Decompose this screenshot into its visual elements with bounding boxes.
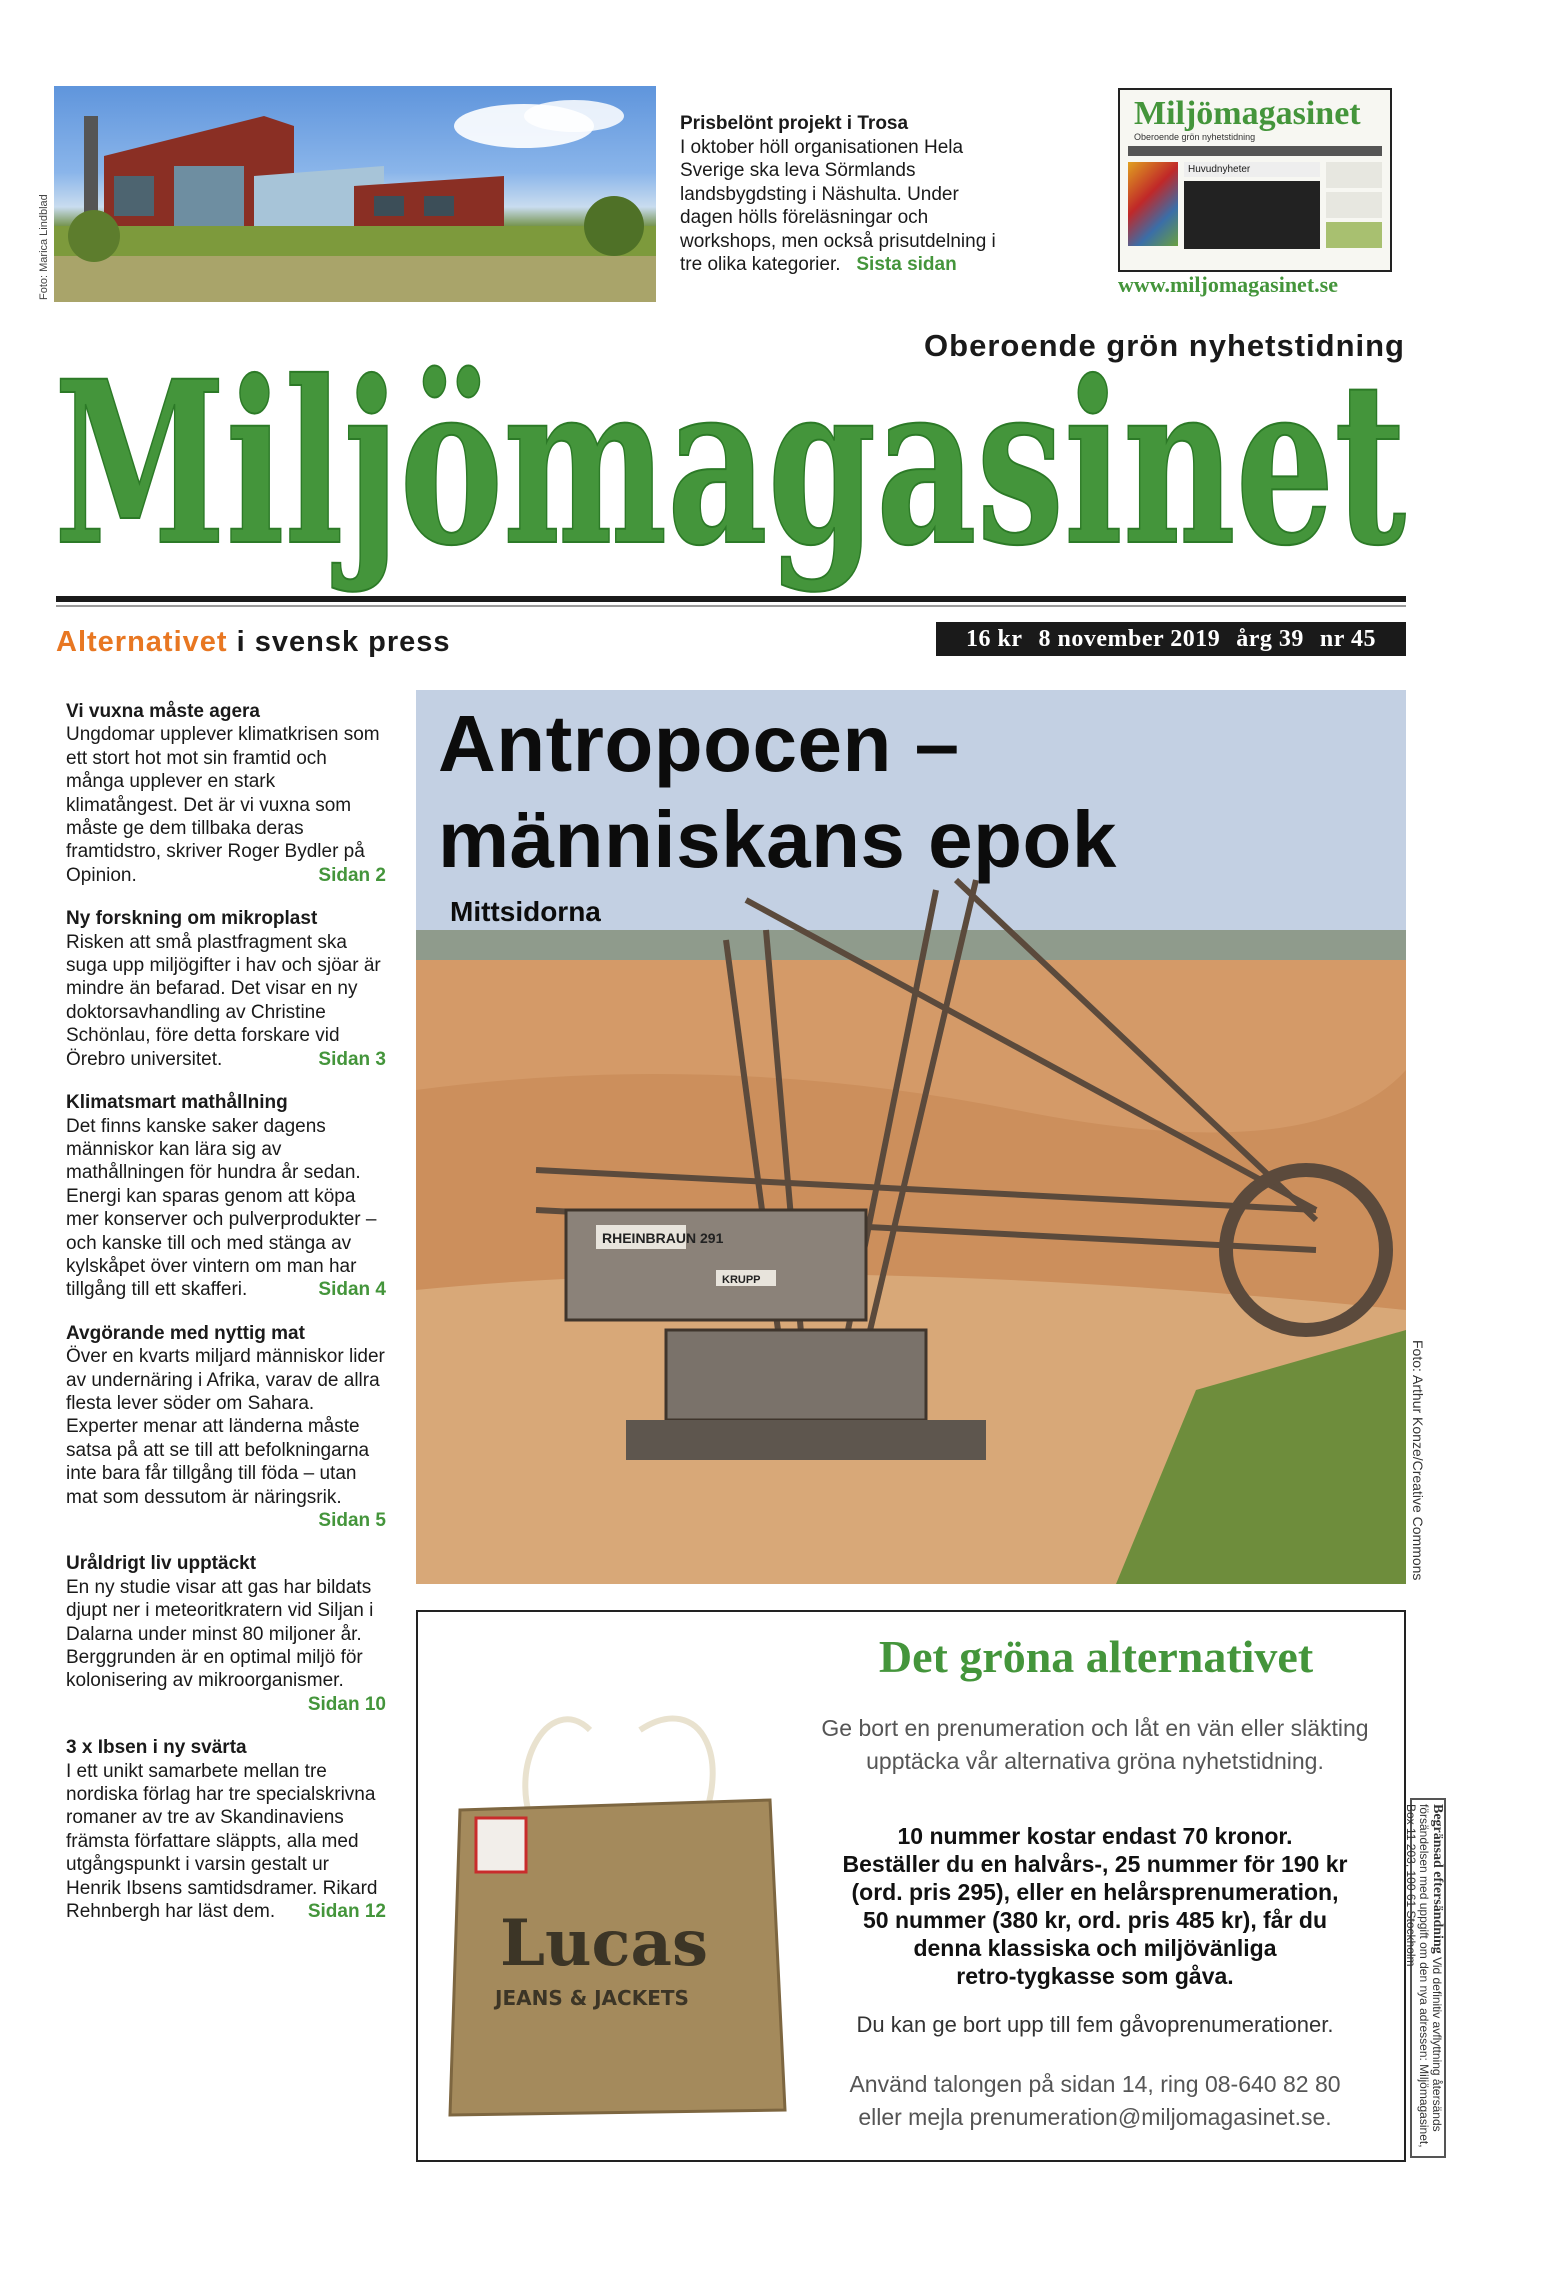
- teaser-item[interactable]: [66, 1091, 386, 1302]
- thumb-tagline: Oberoende grön nyhetstidning: [1134, 132, 1256, 142]
- thumb-nav-bar: [1128, 146, 1382, 156]
- teaser-body: Ungdomar upplever klimatkrisen som ett stort hot mot sin framtid och många upplever en stark klimatångest. Det är vi vuxna som måste ge dem tillbaka deras framtidstro, skriver Roger Bydler på Opinion.: [66, 724, 380, 886]
- ad-intro: Ge bort en prenumeration och låt en vän eller släkting upptäcka vår alternativa gröna nyhetstidning.: [821, 1715, 1369, 1774]
- issue-info-bar: [936, 622, 1406, 656]
- photo-credit-main: Foto: Arthur Konze/Creative Commons: [1410, 1340, 1426, 1581]
- house-illustration: [54, 86, 656, 302]
- teaser-title: Uråldrigt liv upptäckt: [66, 1553, 257, 1575]
- headline-line-2: människans epok: [438, 795, 1117, 884]
- teaser-title: Klimatsmart mathållning: [66, 1092, 288, 1114]
- masthead-rule: [56, 596, 1406, 602]
- main-headline[interactable]: [438, 696, 1318, 888]
- teaser-item[interactable]: [66, 1322, 386, 1533]
- slogan-accent: Alternativet: [56, 626, 228, 658]
- slogan-rest: i svensk press: [227, 626, 451, 658]
- teaser-page[interactable]: Sidan 3: [318, 1048, 386, 1070]
- issue-number: nr 45: [1319, 625, 1376, 652]
- teaser-title: Avgörande med nyttig mat: [66, 1322, 305, 1344]
- website-url[interactable]: www.miljomagasinet.se: [1118, 272, 1338, 297]
- teaser-body: Över en kvarts miljard människor lider av undernäring i Afrika, varav de allra flesta lever söder om Sahara. Experter menar att länderna måste satsa på att se till att befolkningarna inte bara får tillgång till föda – utan mat som dessutom är näringsrik.: [66, 1346, 385, 1508]
- postal-info: [1404, 1804, 1445, 2154]
- teaser-title: Ny forskning om mikroplast: [66, 908, 318, 930]
- teaser-body: En ny studie visar att gas har bildats djupt ner i meteoritkratern vid Siljan i Dalarna under minst 80 miljoner år. Berggrunden är en optimal miljö för kolonisering av mikroorganismer.: [66, 1576, 374, 1692]
- teaser-title: 3 x Ibsen i ny svärta: [66, 1737, 247, 1759]
- top-teaser-page-link-label: Sista sidan: [856, 254, 957, 275]
- ad-title: Det gröna alternativet: [878, 1631, 1314, 1682]
- thumb-image-2: [1184, 181, 1320, 249]
- bag-brand: Lucas: [500, 1906, 708, 1981]
- teaser-page[interactable]: Sidan 5: [318, 1510, 386, 1531]
- ad-contact-line: eller mejla prenumeration@miljomagasinet.se.: [858, 2104, 1332, 2130]
- teaser-item[interactable]: [66, 1736, 386, 1923]
- masthead-logo: [50, 346, 1410, 596]
- teaser-page[interactable]: Sidan 2: [318, 864, 386, 886]
- teaser-item[interactable]: [66, 1552, 386, 1716]
- teaser-photo-house: [54, 86, 656, 302]
- ad-contact-line: Använd talongen på sidan 14, ring 08-640 82 80: [849, 2071, 1341, 2097]
- main-section-label[interactable]: Mittsidorna: [450, 896, 601, 927]
- ad-offer: [800, 1822, 1390, 1990]
- teaser-title: Vi vuxna måste agera: [66, 701, 260, 722]
- teaser-page[interactable]: Sidan 12: [307, 1901, 386, 1923]
- teaser-body: I ett unikt samarbete mellan tre nordiska förlag har tre specialskrivna romaner av tre av Skandinaviens främsta författare släppts, alla med utgångspunkt i varsin gestalt ur Henrik Ibsens samtidsdramer. Rikard Rehnbergh har läst dem.: [66, 1760, 378, 1923]
- top-teaser-body: I oktober höll organisationen Hela Sverige ska leva Sörmlands landsbygdsting i Näshulta. Under dagen hölls föreläsningar och workshops, men också prisutdelning i tre olika kategorier.: [680, 136, 996, 275]
- ad-offer-line: Beställer du en halvårs-, 25 nummer för 190 kr: [842, 1851, 1348, 1877]
- teaser-item[interactable]: [66, 700, 386, 887]
- thumb-box-3: [1326, 222, 1382, 248]
- top-teaser: [680, 112, 1010, 277]
- ad-offer-line: retro-tygkasse som gåva.: [956, 1963, 1234, 1989]
- masthead-rule-thin: [56, 605, 1406, 607]
- masthead-title: Miljömagasinet: [54, 346, 1406, 595]
- machine-label-krupp: KRUPP: [722, 1274, 761, 1286]
- bag-sub: JEANS & JACKETS: [495, 1986, 689, 2010]
- thumb-box-1: [1326, 162, 1382, 188]
- ad-gift-limit: Du kan ge bort upp till fem gåvoprenumerationer.: [856, 2012, 1334, 2037]
- ad-contact[interactable]: [800, 2068, 1390, 2134]
- thumb-image-1: [1128, 162, 1178, 246]
- machine-label: RHEINBRAUN 291: [602, 1230, 724, 1246]
- issue-year: årg 39: [1236, 625, 1304, 652]
- tote-bag-image: [440, 1700, 790, 2120]
- headline-line-1: Antropocen –: [438, 699, 960, 788]
- thumb-nav-label: Huvudnyheter: [1184, 162, 1320, 177]
- ad-offer-line: denna klassiska och miljövänliga: [913, 1935, 1277, 1961]
- thumb-logo: Miljömagasinet: [1134, 95, 1361, 132]
- teaser-page[interactable]: Sidan 10: [307, 1693, 386, 1715]
- ad-offer-line: 10 nummer kostar endast 70 kronor.: [897, 1823, 1293, 1849]
- issue-date: 8 november 2019: [1038, 625, 1221, 652]
- postal-body: Vid definitiv avflyttning återsänds försändelsen med uppgift om den nya adressen: Miljömagasinet, Box 11 203, 100 61 Stockholm: [1404, 1804, 1444, 2148]
- ad-offer-line: (ord. pris 295), eller en helårsprenumeration,: [851, 1879, 1339, 1905]
- postal-heading: Begränsad eftersändning: [1430, 1804, 1445, 1954]
- teaser-item[interactable]: [66, 907, 386, 1071]
- website-thumbnail[interactable]: [1118, 88, 1392, 272]
- photo-credit-top: Foto: Marica Lindblad: [38, 194, 50, 300]
- ad-offer-line: 50 nummer (380 kr, ord. pris 485 kr), får du: [862, 1907, 1328, 1933]
- top-teaser-page-link[interactable]: [846, 254, 957, 275]
- masthead-slogan: [56, 626, 451, 659]
- teaser-page[interactable]: Sidan 4: [318, 1279, 386, 1301]
- top-teaser-title: Prisbelönt projekt i Trosa: [680, 113, 909, 134]
- teaser-body: Det finns kanske saker dagens människor kan lära sig av mathållningen för hundra år sedan. Energi kan sparas genom att köpa mer konserver och pulverprodukter – och kanske till och med stänga av kylskåpet över vintern om man har tillgång till ett skafferi.: [66, 1115, 377, 1301]
- issue-price: 16 kr: [966, 625, 1023, 652]
- teaser-column: [66, 700, 386, 1944]
- masthead-tagline: Oberoende grön nyhetstidning: [924, 328, 1405, 363]
- thumb-box-2: [1326, 192, 1382, 218]
- teaser-body: Risken att små plastfragment ska suga upp miljögifter i hav och sjöar är mindre än befarad. Det visar en ny doktorsavhandling av Christine Schönlau, före detta forskare vid Örebro universitet.: [66, 931, 381, 1070]
